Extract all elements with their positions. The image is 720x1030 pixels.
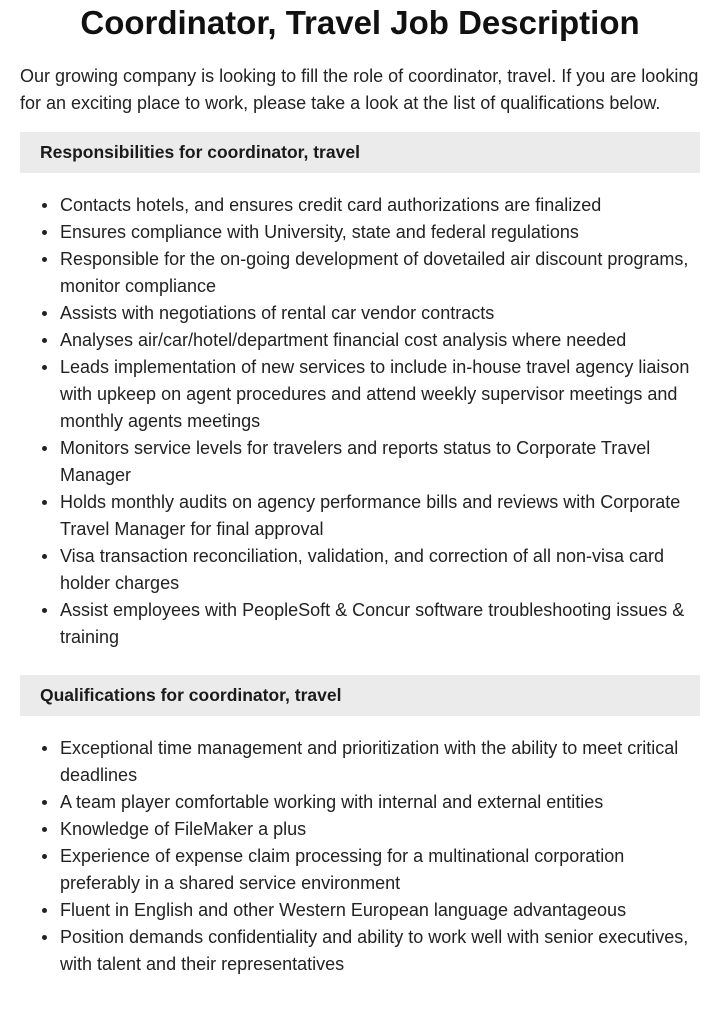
list-item: Holds monthly audits on agency performance bills and reviews with Corporate Travel Manager for final approval [60,489,700,543]
responsibilities-heading: Responsibilities for coordinator, travel [20,132,700,173]
list-item: Visa transaction reconciliation, validation, and correction of all non-visa card holder charges [60,543,700,597]
list-item: Assist employees with PeopleSoft & Concur software troubleshooting issues & training [60,597,700,651]
list-item: Experience of expense claim processing for a multinational corporation preferably in a shared service environment [60,843,700,897]
list-item: Position demands confidentiality and ability to work well with senior executives, with talent and their representatives [60,924,700,978]
list-item: A team player comfortable working with internal and external entities [60,789,700,816]
qualifications-list [20,735,700,978]
list-item: Fluent in English and other Western European language advantageous [60,897,700,924]
list-item: Ensures compliance with University, state and federal regulations [60,219,700,246]
list-item: Leads implementation of new services to include in-house travel agency liaison with upkeep on agent procedures and attend weekly supervisor meetings and monthly agents meetings [60,354,700,435]
page-title: Coordinator, Travel Job Description [80,4,640,41]
list-item: Exceptional time management and prioritization with the ability to meet critical deadlines [60,735,700,789]
list-item: Responsible for the on-going development of dovetailed air discount programs, monitor compliance [60,246,700,300]
list-item: Monitors service levels for travelers and reports status to Corporate Travel Manager [60,435,700,489]
list-item: Analyses air/car/hotel/department financial cost analysis where needed [60,327,700,354]
list-item: Assists with negotiations of rental car vendor contracts [60,300,700,327]
responsibilities-list [20,192,700,651]
intro-paragraph: Our growing company is looking to fill the role of coordinator, travel. If you are looking for an exciting place to work, please take a look at the list of qualifications below. [20,66,699,113]
qualifications-heading: Qualifications for coordinator, travel [20,675,700,716]
list-item: Knowledge of FileMaker a plus [60,816,700,843]
list-item: Contacts hotels, and ensures credit card authorizations are finalized [60,192,700,219]
